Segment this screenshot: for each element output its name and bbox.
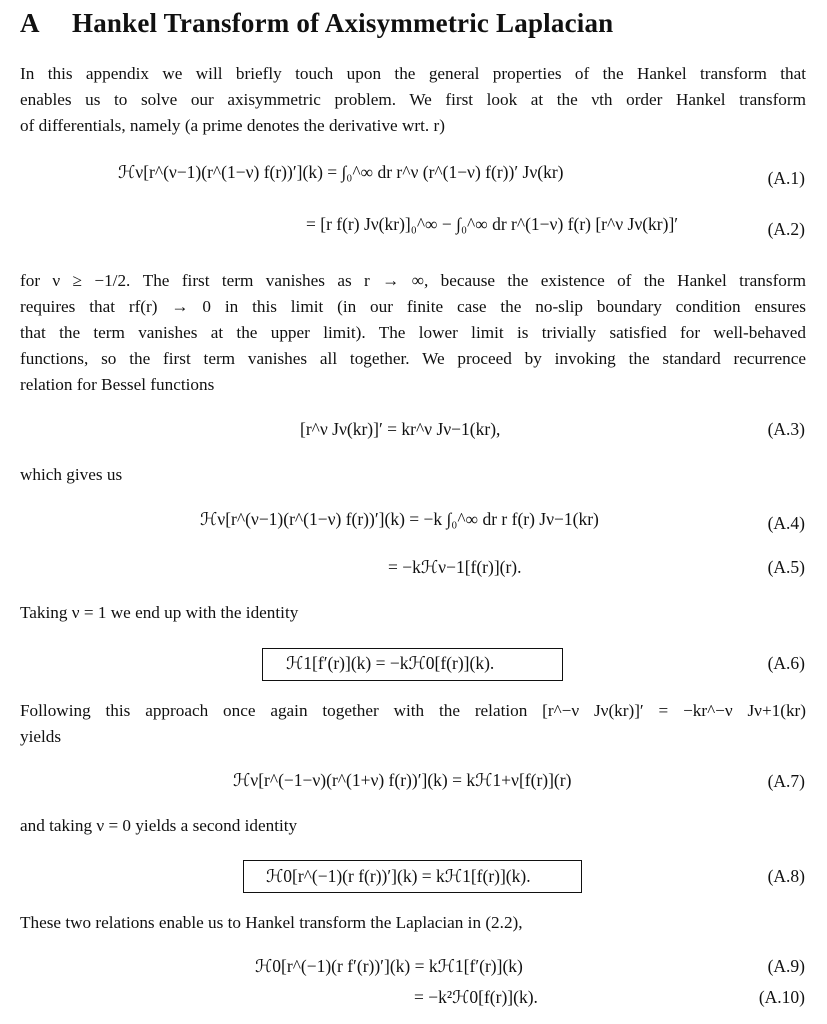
equation-number: (A.10)	[758, 987, 805, 1007]
text-line: yields	[20, 727, 62, 746]
equation-text: ℋν[r^(−1−ν)(r^(1+ν) f(r))′](k) = kℋ1+ν[f(r)](r)	[233, 770, 572, 790]
equation-a1	[118, 162, 563, 183]
paragraph-laplacian	[20, 910, 806, 936]
paragraph-taking-nu-1	[20, 600, 806, 626]
equation-text: = −k²ℋ0[f(r)](k).	[414, 987, 538, 1007]
equation-number: (A.5)	[767, 557, 805, 577]
equation-text: ℋ0[r^(−1)(r f(r))′](k) = kℋ1[f(r)](k).	[266, 866, 531, 886]
text-line: of differentials, namely (a prime denotes the derivative wrt. r)	[20, 116, 445, 135]
paragraph-first-term	[20, 268, 806, 398]
text-line: and taking ν = 0 yields a second identity	[20, 816, 298, 835]
equation-text: ℋν[r^(ν−1)(r^(1−ν) f(r))′](k) = ∫₀^∞ dr r^ν (r^(1−ν) f(r))′ Jν(kr)	[118, 162, 564, 182]
text-line: Following this approach once again together with the relation [r^−ν Jν(kr)]′ = −kr^−ν Jν+1(kr)	[20, 701, 806, 720]
text-line: functions, so the first term vanishes all together. We proceed by invoking the standard recurrence	[20, 349, 806, 368]
equation-a6	[286, 653, 494, 674]
equation-a4	[200, 509, 599, 530]
section-number: A	[20, 8, 40, 38]
equation-a10	[414, 987, 538, 1008]
equation-text: = [r f(r) Jν(kr)]₀^∞ − ∫₀^∞ dr r^(1−ν) f(r) [r^ν Jν(kr)]′	[306, 214, 679, 234]
equation-number: (A.8)	[767, 866, 805, 886]
text-line: enables us to solve our axisymmetric problem. We first look at the νth order Hankel transform	[20, 90, 806, 109]
equation-a2	[306, 214, 678, 235]
equation-number: (A.1)	[767, 168, 805, 188]
equation-number: (A.2)	[767, 219, 805, 239]
equation-number: (A.3)	[767, 419, 805, 439]
equation-number: (A.7)	[767, 771, 805, 791]
equation-a9	[255, 956, 523, 977]
text-line: for ν ≥ −1/2. The first term vanishes as r → ∞, because the existence of the Hankel transform	[20, 271, 806, 290]
section-heading	[20, 8, 613, 39]
equation-a5	[388, 557, 522, 578]
paragraph-taking-nu-0	[20, 813, 806, 839]
equation-a7	[233, 770, 571, 791]
paragraph-following-approach	[20, 698, 806, 750]
text-line: relation for Bessel functions	[20, 375, 215, 394]
equation-number: (A.4)	[767, 513, 805, 533]
text-line: requires that rf(r) → 0 in this limit (in our finite case the no-slip boundary condition ensures	[20, 297, 806, 316]
equation-text: [r^ν Jν(kr)]′ = kr^ν Jν−1(kr),	[300, 419, 501, 439]
equation-text: = −kℋν−1[f(r)](r).	[388, 557, 522, 577]
text-line: Taking ν = 1 we end up with the identity	[20, 603, 299, 622]
equation-number: (A.9)	[767, 956, 805, 976]
paragraph-intro	[20, 61, 806, 139]
text-line: which gives us	[20, 465, 123, 484]
text-line: These two relations enable us to Hankel transform the Laplacian in (2.2),	[20, 913, 523, 932]
equation-a8	[266, 866, 531, 887]
text-line: that the term vanishes at the upper limit). The lower limit is trivially satisfied for well-behaved	[20, 323, 806, 342]
paragraph-which-gives	[20, 462, 806, 488]
equation-number: (A.6)	[767, 653, 805, 673]
text-line: In this appendix we will briefly touch upon the general properties of the Hankel transform that	[20, 64, 806, 83]
equation-a3	[300, 419, 500, 440]
equation-text: ℋ1[f′(r)](k) = −kℋ0[f(r)](k).	[286, 653, 495, 673]
equation-text: ℋν[r^(ν−1)(r^(1−ν) f(r))′](k) = −k ∫₀^∞ dr r f(r) Jν−1(kr)	[200, 509, 599, 529]
section-title: Hankel Transform of Axisymmetric Laplacian	[72, 8, 614, 38]
equation-text: ℋ0[r^(−1)(r f′(r))′](k) = kℋ1[f′(r)](k)	[255, 956, 523, 976]
